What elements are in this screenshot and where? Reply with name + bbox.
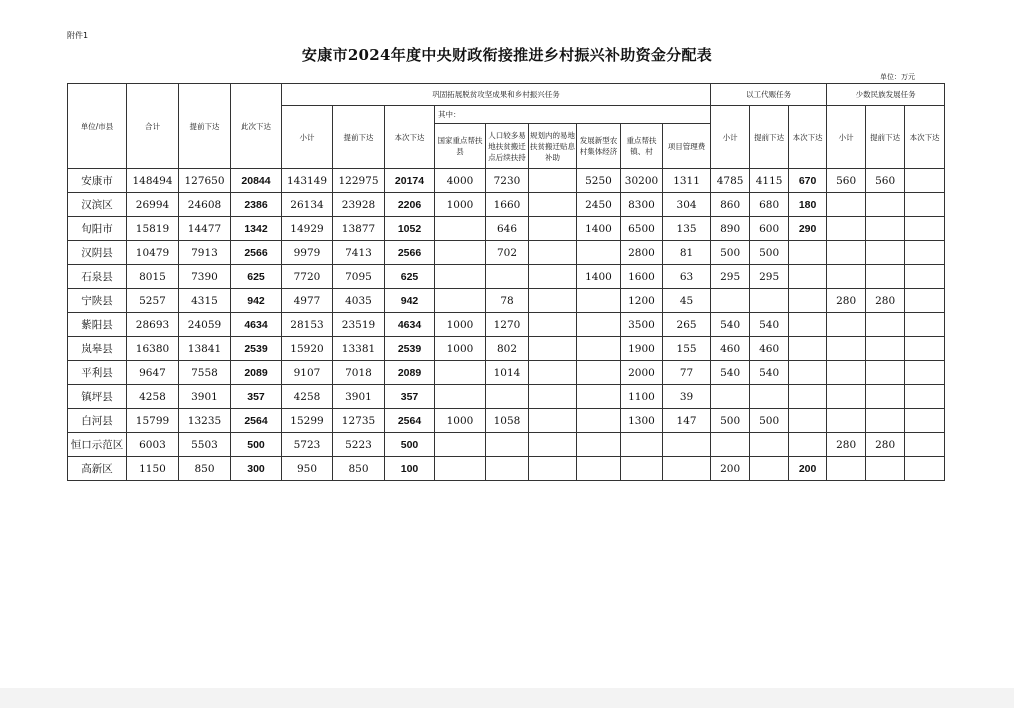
cell-planned: [529, 193, 577, 217]
cell-collective: 2450: [577, 193, 621, 217]
cell-name: 安康市: [68, 169, 127, 193]
cell-w-this: [789, 289, 827, 313]
cell-m-adv: 560: [866, 169, 905, 193]
cell-relocation: 646: [486, 217, 529, 241]
cell-village: 30200: [621, 169, 663, 193]
cell-w-sub: 890: [711, 217, 750, 241]
cell-c-sub: 28153: [282, 313, 333, 337]
cell-c-sub: 4258: [282, 385, 333, 409]
cell-total: 16380: [127, 337, 179, 361]
cell-advance: 5503: [179, 433, 231, 457]
cell-w-sub: 500: [711, 241, 750, 265]
table-row: [68, 313, 945, 337]
cell-village: [621, 433, 663, 457]
cell-key-county: [435, 433, 486, 457]
cell-mgmt: 135: [663, 217, 711, 241]
cell-mgmt: 81: [663, 241, 711, 265]
cell-w-sub: 460: [711, 337, 750, 361]
cell-total: 15819: [127, 217, 179, 241]
table-row: [68, 361, 945, 385]
header-group-minority: 少数民族发展任务: [827, 84, 945, 106]
header-among: 其中：: [435, 106, 711, 124]
cell-key-county: [435, 265, 486, 289]
cell-this: 300: [231, 457, 282, 481]
cell-this: 357: [231, 385, 282, 409]
header-new-collective: 发展新型农村集体经济: [577, 124, 621, 169]
cell-this: 2566: [231, 241, 282, 265]
cell-planned: [529, 265, 577, 289]
cell-c-sub: 9979: [282, 241, 333, 265]
cell-advance: 13841: [179, 337, 231, 361]
cell-key-county: [435, 289, 486, 313]
cell-planned: [529, 217, 577, 241]
cell-c-adv: 7413: [333, 241, 385, 265]
table-row: [68, 409, 945, 433]
cell-collective: [577, 457, 621, 481]
cell-key-county: [435, 241, 486, 265]
cell-w-adv: [750, 385, 789, 409]
cell-this: 2564: [231, 409, 282, 433]
cell-key-county: 1000: [435, 193, 486, 217]
table-row: [68, 241, 945, 265]
cell-relocation: [486, 457, 529, 481]
cell-m-this: [905, 385, 945, 409]
cell-mgmt: 1311: [663, 169, 711, 193]
cell-relocation: [486, 385, 529, 409]
cell-collective: [577, 241, 621, 265]
cell-m-this: [905, 409, 945, 433]
cell-w-adv: 460: [750, 337, 789, 361]
header-this-time: 此次下达: [231, 84, 282, 169]
cell-w-this: 200: [789, 457, 827, 481]
cell-advance: 850: [179, 457, 231, 481]
cell-w-sub: 500: [711, 409, 750, 433]
cell-c-adv: 23519: [333, 313, 385, 337]
cell-mgmt: 265: [663, 313, 711, 337]
cell-total: 5257: [127, 289, 179, 313]
cell-m-sub: [827, 457, 866, 481]
cell-c-adv: 13877: [333, 217, 385, 241]
cell-total: 6003: [127, 433, 179, 457]
cell-relocation: [486, 433, 529, 457]
cell-mgmt: 63: [663, 265, 711, 289]
table-row: [68, 337, 945, 361]
table-row: [68, 289, 945, 313]
cell-name: 宁陕县: [68, 289, 127, 313]
cell-c-adv: 5223: [333, 433, 385, 457]
cell-w-sub: 540: [711, 313, 750, 337]
cell-planned: [529, 169, 577, 193]
cell-c-sub: 15299: [282, 409, 333, 433]
table-row: [68, 169, 945, 193]
cell-relocation: 702: [486, 241, 529, 265]
header-advance: 提前下达: [179, 84, 231, 169]
cell-village: 1900: [621, 337, 663, 361]
cell-w-sub: 860: [711, 193, 750, 217]
cell-village: 6500: [621, 217, 663, 241]
cell-m-this: [905, 241, 945, 265]
cell-total: 8015: [127, 265, 179, 289]
cell-c-this: 2564: [385, 409, 435, 433]
cell-c-adv: 850: [333, 457, 385, 481]
cell-this: 2089: [231, 361, 282, 385]
header-group-consolidate: 巩固拓展脱贫攻坚成果和乡村振兴任务: [282, 84, 711, 106]
cell-key-county: [435, 217, 486, 241]
cell-advance: 24608: [179, 193, 231, 217]
unit-note: 单位：万元: [880, 73, 915, 81]
cell-mgmt: 155: [663, 337, 711, 361]
table-row: [68, 385, 945, 409]
cell-w-this: 180: [789, 193, 827, 217]
cell-w-this: [789, 337, 827, 361]
cell-this: 2539: [231, 337, 282, 361]
cell-key-county: 1000: [435, 313, 486, 337]
header-c-subtotal: 小计: [282, 106, 333, 169]
cell-m-sub: 560: [827, 169, 866, 193]
cell-m-this: [905, 361, 945, 385]
cell-name: 旬阳市: [68, 217, 127, 241]
table-row: [68, 433, 945, 457]
table-body: [68, 169, 945, 481]
cell-village: 8300: [621, 193, 663, 217]
cell-c-sub: 4977: [282, 289, 333, 313]
cell-c-this: 2566: [385, 241, 435, 265]
cell-total: 26994: [127, 193, 179, 217]
header-w-advance: 提前下达: [750, 106, 789, 169]
cell-m-sub: [827, 313, 866, 337]
cell-w-sub: 540: [711, 361, 750, 385]
cell-key-county: 4000: [435, 169, 486, 193]
header-m-this: 本次下达: [905, 106, 945, 169]
cell-total: 4258: [127, 385, 179, 409]
cell-c-sub: 14929: [282, 217, 333, 241]
cell-planned: [529, 433, 577, 457]
cell-m-adv: [866, 265, 905, 289]
cell-name: 岚皋县: [68, 337, 127, 361]
cell-c-adv: 12735: [333, 409, 385, 433]
cell-village: 1600: [621, 265, 663, 289]
cell-m-adv: [866, 313, 905, 337]
cell-mgmt: 147: [663, 409, 711, 433]
cell-village: [621, 457, 663, 481]
cell-advance: 4315: [179, 289, 231, 313]
cell-w-this: [789, 433, 827, 457]
cell-c-this: 4634: [385, 313, 435, 337]
cell-m-sub: 280: [827, 289, 866, 313]
cell-m-sub: [827, 241, 866, 265]
cell-planned: [529, 337, 577, 361]
cell-m-adv: [866, 409, 905, 433]
cell-advance: 13235: [179, 409, 231, 433]
cell-collective: [577, 433, 621, 457]
cell-m-this: [905, 193, 945, 217]
cell-planned: [529, 241, 577, 265]
cell-total: 10479: [127, 241, 179, 265]
header-unit: 单位/市县: [68, 84, 127, 169]
cell-relocation: 1660: [486, 193, 529, 217]
cell-m-sub: [827, 385, 866, 409]
cell-relocation: 802: [486, 337, 529, 361]
table-row: [68, 457, 945, 481]
table-row: [68, 217, 945, 241]
cell-relocation: 1058: [486, 409, 529, 433]
cell-village: 1300: [621, 409, 663, 433]
cell-m-adv: 280: [866, 289, 905, 313]
table-header: [68, 84, 945, 169]
cell-c-adv: 122975: [333, 169, 385, 193]
cell-name: 汉阴县: [68, 241, 127, 265]
cell-w-adv: 500: [750, 409, 789, 433]
cell-m-sub: [827, 361, 866, 385]
header-m-advance: 提前下达: [866, 106, 905, 169]
cell-collective: [577, 337, 621, 361]
cell-total: 9647: [127, 361, 179, 385]
cell-w-sub: 200: [711, 457, 750, 481]
header-w-subtotal: 小计: [711, 106, 750, 169]
cell-w-sub: [711, 385, 750, 409]
cell-c-sub: 5723: [282, 433, 333, 457]
header-m-subtotal: 小计: [827, 106, 866, 169]
cell-w-adv: [750, 457, 789, 481]
cell-c-sub: 950: [282, 457, 333, 481]
cell-m-adv: [866, 385, 905, 409]
cell-advance: 127650: [179, 169, 231, 193]
cell-planned: [529, 313, 577, 337]
cell-relocation: 78: [486, 289, 529, 313]
cell-w-sub: 295: [711, 265, 750, 289]
cell-village: 2000: [621, 361, 663, 385]
cell-w-adv: [750, 433, 789, 457]
cell-planned: [529, 361, 577, 385]
cell-c-sub: 9107: [282, 361, 333, 385]
cell-m-sub: [827, 337, 866, 361]
cell-relocation: [486, 265, 529, 289]
cell-this: 20844: [231, 169, 282, 193]
table-row: [68, 193, 945, 217]
bottom-shade: [0, 688, 1014, 708]
page-title: 安康市2024年度中央财政衔接推进乡村振兴补助资金分配表: [301, 46, 713, 64]
cell-w-adv: 540: [750, 361, 789, 385]
cell-this: 942: [231, 289, 282, 313]
cell-w-this: [789, 361, 827, 385]
cell-c-this: 2539: [385, 337, 435, 361]
cell-c-adv: 7018: [333, 361, 385, 385]
cell-m-this: [905, 289, 945, 313]
cell-c-this: 357: [385, 385, 435, 409]
cell-w-adv: [750, 289, 789, 313]
cell-total: 1150: [127, 457, 179, 481]
cell-mgmt: 45: [663, 289, 711, 313]
cell-key-county: [435, 457, 486, 481]
cell-m-this: [905, 265, 945, 289]
cell-mgmt: 77: [663, 361, 711, 385]
cell-w-this: [789, 409, 827, 433]
header-c-this: 本次下达: [385, 106, 435, 169]
cell-total: 15799: [127, 409, 179, 433]
cell-mgmt: [663, 433, 711, 457]
header-key-county: 国家重点帮扶县: [435, 124, 486, 169]
table-row: [68, 265, 945, 289]
cell-c-adv: 23928: [333, 193, 385, 217]
cell-m-sub: [827, 193, 866, 217]
cell-name: 平利县: [68, 361, 127, 385]
cell-name: 紫阳县: [68, 313, 127, 337]
cell-collective: [577, 409, 621, 433]
cell-m-sub: [827, 217, 866, 241]
cell-village: 2800: [621, 241, 663, 265]
cell-m-sub: 280: [827, 433, 866, 457]
cell-c-this: 20174: [385, 169, 435, 193]
cell-w-adv: 4115: [750, 169, 789, 193]
attachment-label: 附件1: [67, 31, 89, 40]
cell-c-adv: 7095: [333, 265, 385, 289]
cell-mgmt: 39: [663, 385, 711, 409]
header-project-mgmt: 项目管理费: [663, 124, 711, 169]
cell-collective: [577, 313, 621, 337]
cell-total: 148494: [127, 169, 179, 193]
cell-collective: [577, 385, 621, 409]
cell-m-adv: [866, 193, 905, 217]
cell-w-this: [789, 265, 827, 289]
cell-w-this: [789, 385, 827, 409]
cell-m-adv: [866, 217, 905, 241]
cell-name: 高新区: [68, 457, 127, 481]
cell-collective: 1400: [577, 265, 621, 289]
cell-this: 1342: [231, 217, 282, 241]
cell-village: 1200: [621, 289, 663, 313]
cell-m-this: [905, 169, 945, 193]
cell-collective: [577, 361, 621, 385]
cell-collective: 5250: [577, 169, 621, 193]
cell-m-adv: [866, 337, 905, 361]
cell-planned: [529, 289, 577, 313]
cell-c-sub: 15920: [282, 337, 333, 361]
cell-this: 4634: [231, 313, 282, 337]
cell-planned: [529, 457, 577, 481]
cell-c-this: 1052: [385, 217, 435, 241]
cell-m-adv: [866, 361, 905, 385]
cell-this: 625: [231, 265, 282, 289]
cell-key-county: [435, 385, 486, 409]
cell-name: 恒口示范区: [68, 433, 127, 457]
cell-village: 3500: [621, 313, 663, 337]
cell-m-sub: [827, 265, 866, 289]
cell-advance: 7913: [179, 241, 231, 265]
cell-c-adv: 4035: [333, 289, 385, 313]
cell-collective: [577, 289, 621, 313]
cell-mgmt: [663, 457, 711, 481]
header-w-this: 本次下达: [789, 106, 827, 169]
cell-relocation: 1270: [486, 313, 529, 337]
cell-w-this: [789, 241, 827, 265]
cell-c-adv: 13381: [333, 337, 385, 361]
cell-c-adv: 3901: [333, 385, 385, 409]
cell-relocation: 1014: [486, 361, 529, 385]
cell-m-this: [905, 433, 945, 457]
cell-name: 汉滨区: [68, 193, 127, 217]
cell-key-county: 1000: [435, 337, 486, 361]
header-group-workrelief: 以工代赈任务: [711, 84, 827, 106]
cell-m-adv: [866, 457, 905, 481]
cell-planned: [529, 385, 577, 409]
cell-m-adv: [866, 241, 905, 265]
cell-w-adv: 540: [750, 313, 789, 337]
cell-advance: 3901: [179, 385, 231, 409]
cell-c-this: 625: [385, 265, 435, 289]
cell-collective: 1400: [577, 217, 621, 241]
cell-c-this: 100: [385, 457, 435, 481]
cell-c-this: 942: [385, 289, 435, 313]
cell-w-sub: [711, 289, 750, 313]
cell-c-sub: 143149: [282, 169, 333, 193]
cell-w-adv: 500: [750, 241, 789, 265]
cell-mgmt: 304: [663, 193, 711, 217]
cell-w-adv: 295: [750, 265, 789, 289]
cell-name: 白河县: [68, 409, 127, 433]
allocation-table: [67, 83, 945, 481]
cell-w-adv: 680: [750, 193, 789, 217]
header-total: 合计: [127, 84, 179, 169]
header-relocation: 人口较多易地扶贫搬迁点后续扶持: [486, 124, 529, 169]
cell-c-sub: 26134: [282, 193, 333, 217]
cell-planned: [529, 409, 577, 433]
cell-c-sub: 7720: [282, 265, 333, 289]
cell-m-this: [905, 313, 945, 337]
cell-m-this: [905, 337, 945, 361]
cell-w-this: 670: [789, 169, 827, 193]
cell-advance: 14477: [179, 217, 231, 241]
cell-advance: 24059: [179, 313, 231, 337]
cell-m-adv: 280: [866, 433, 905, 457]
cell-c-this: 2089: [385, 361, 435, 385]
cell-c-this: 2206: [385, 193, 435, 217]
cell-w-adv: 600: [750, 217, 789, 241]
cell-key-county: [435, 361, 486, 385]
header-c-advance: 提前下达: [333, 106, 385, 169]
cell-this: 2386: [231, 193, 282, 217]
cell-name: 镇坪县: [68, 385, 127, 409]
cell-advance: 7390: [179, 265, 231, 289]
cell-w-sub: [711, 433, 750, 457]
cell-m-this: [905, 217, 945, 241]
cell-c-this: 500: [385, 433, 435, 457]
cell-advance: 7558: [179, 361, 231, 385]
cell-key-county: 1000: [435, 409, 486, 433]
header-key-village: 重点帮扶镇、村: [621, 124, 663, 169]
header-planned-relocation: 规划内的易地扶贫搬迁贴息补助: [529, 124, 577, 169]
cell-m-this: [905, 457, 945, 481]
cell-name: 石泉县: [68, 265, 127, 289]
cell-village: 1100: [621, 385, 663, 409]
cell-m-sub: [827, 409, 866, 433]
cell-w-this: [789, 313, 827, 337]
cell-w-sub: 4785: [711, 169, 750, 193]
cell-total: 28693: [127, 313, 179, 337]
cell-this: 500: [231, 433, 282, 457]
cell-w-this: 290: [789, 217, 827, 241]
cell-relocation: 7230: [486, 169, 529, 193]
